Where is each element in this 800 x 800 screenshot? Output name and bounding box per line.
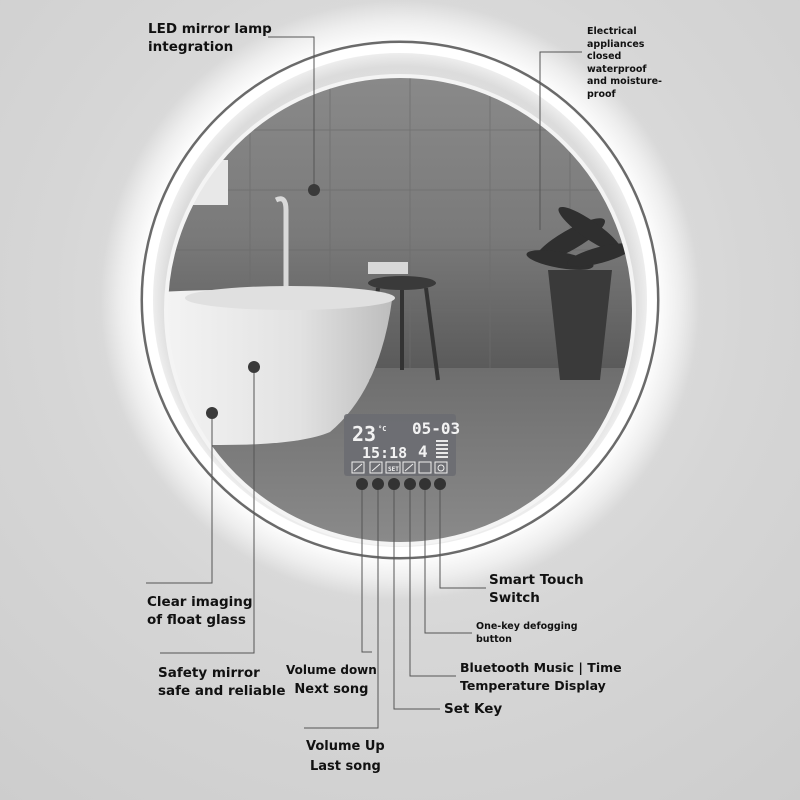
label-line: safe and reliable xyxy=(158,683,286,699)
label-line: button xyxy=(476,633,512,645)
label-line: Smart Touch xyxy=(489,572,584,588)
label-line: appliances xyxy=(587,38,645,50)
label-float-glass xyxy=(147,593,253,629)
label-line: Volume Up xyxy=(306,739,385,754)
label-defog xyxy=(476,621,578,646)
label-line: Electrical xyxy=(587,26,637,37)
lcd-temperature: 23 xyxy=(352,422,377,446)
marker-led-lamp xyxy=(308,184,320,196)
touch-button-set[interactable] xyxy=(388,478,400,490)
lcd-week-day: 4 xyxy=(418,442,428,461)
label-line: Set Key xyxy=(444,701,503,717)
lcd-temperature-unit: °C xyxy=(378,425,387,433)
label-set-key xyxy=(444,700,502,718)
label-waterproof xyxy=(587,26,662,101)
label-line: One-key defogging xyxy=(476,621,578,632)
label-volume-down xyxy=(286,660,377,700)
label-volume-up xyxy=(306,737,385,777)
label-led-lamp xyxy=(148,20,272,56)
touch-button-volume-up[interactable] xyxy=(372,478,384,490)
touch-button-bluetooth[interactable] xyxy=(404,478,416,490)
label-line: Switch xyxy=(489,590,540,606)
label-bluetooth xyxy=(460,659,622,695)
lcd-date: 05-03 xyxy=(412,419,461,438)
label-line: Last song xyxy=(309,759,381,774)
label-line: proof xyxy=(587,88,616,100)
label-line: and moisture- xyxy=(587,76,662,87)
lcd-time: 15:18 xyxy=(362,444,408,462)
label-line: LED mirror lamp xyxy=(148,21,272,37)
label-line: integration xyxy=(148,39,234,55)
touch-button-defog[interactable] xyxy=(419,478,431,490)
label-touch-switch xyxy=(489,571,584,607)
touch-button-volume-down[interactable] xyxy=(356,478,368,490)
label-line: Next song xyxy=(294,682,369,697)
label-line: Safety mirror xyxy=(158,665,260,681)
touch-button-power[interactable] xyxy=(434,478,446,490)
label-line: Temperature Display xyxy=(460,678,606,693)
label-line: waterproof xyxy=(587,63,647,75)
label-line: Volume down xyxy=(286,663,377,677)
label-line: Bluetooth Music | Time xyxy=(460,660,622,675)
set-key-text: SET xyxy=(388,466,399,473)
marker-safety-mirror xyxy=(248,361,260,373)
label-line: Clear imaging xyxy=(147,594,253,610)
label-line: of float glass xyxy=(147,612,246,628)
marker-float-glass xyxy=(206,407,218,419)
lcd-display-panel xyxy=(344,414,460,476)
label-line: closed xyxy=(587,51,622,62)
label-safety xyxy=(158,664,286,700)
